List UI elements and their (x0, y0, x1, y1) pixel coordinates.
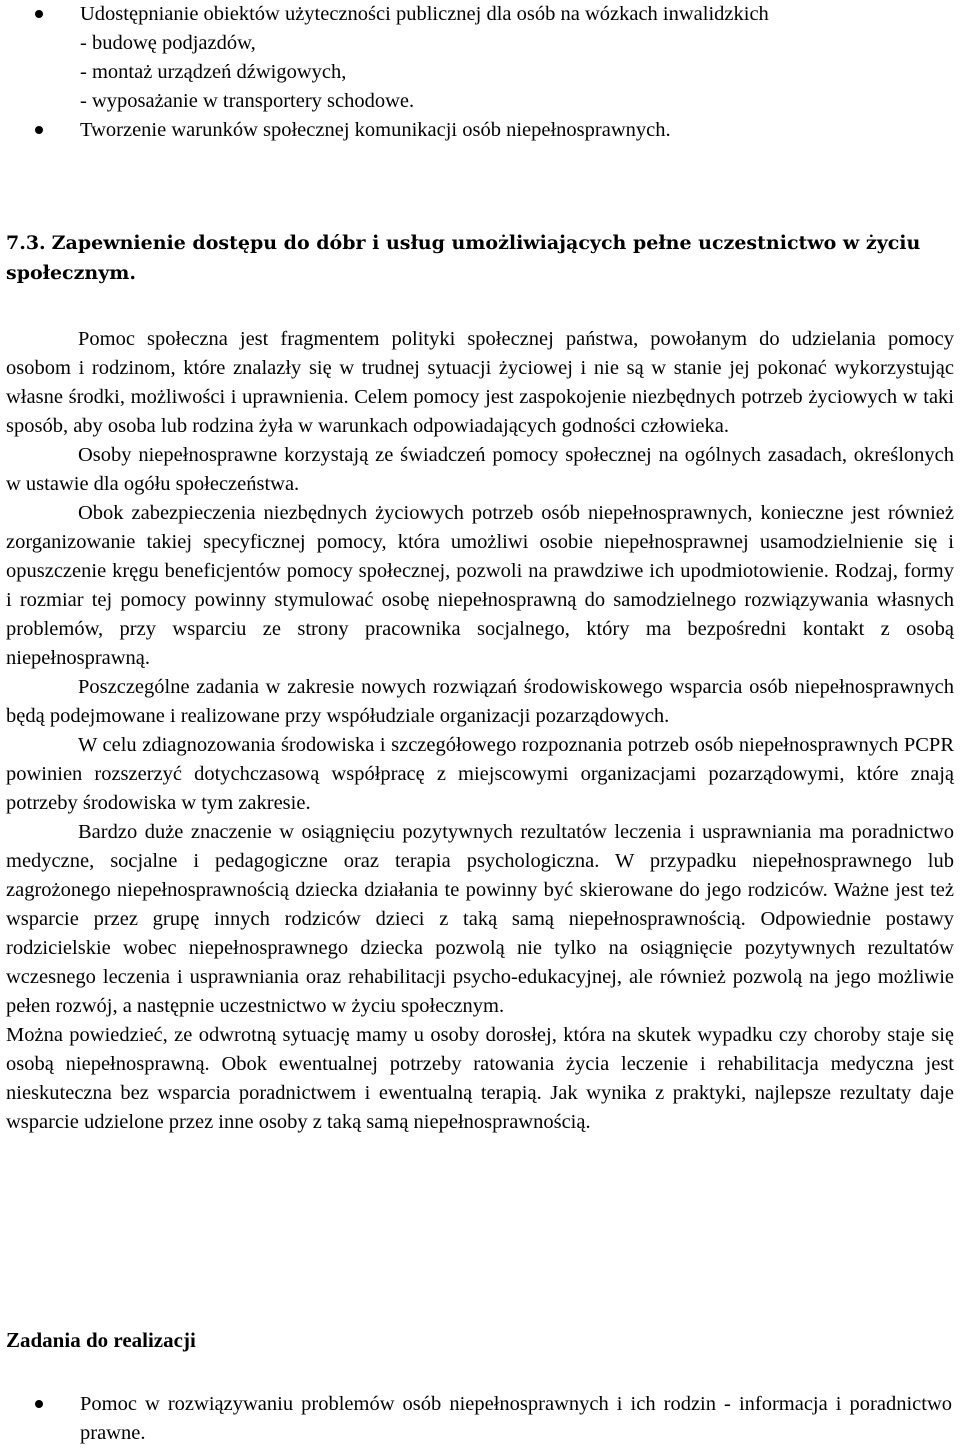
paragraph: Poszczególne zadania w zakresie nowych rozwiązań środowiskowego wsparcia osób niepełnosprawnych będą podejmowane i realizowane przy współudziale organizacji pozarządowych. (6, 676, 954, 727)
bullet-subline: - budowę podjazdów, (80, 32, 256, 54)
bottom-bullet-list (0, 1390, 960, 1448)
list-item (0, 0, 960, 116)
paragraph: Osoby niepełnosprawne korzystają ze świadczeń pomocy społecznej na ogólnych zasadach, określonych w ustawie dla ogółu społeczeństwa. (6, 444, 954, 495)
bullet-icon (35, 1400, 43, 1408)
bullet-text: Tworzenie warunków społecznej komunikacji osób niepełnosprawnych. (80, 119, 671, 141)
section-title: Zapewnienie dostępu do dóbr i usług umożliwiających pełne uczestnictwo w życiu (51, 232, 921, 254)
list-item (0, 116, 960, 145)
paragraph: Można powiedzieć, ze odwrotną sytuację mamy u osoby dorosłej, która na skutek wypadku czy choroby staje się osobą niepełnosprawną. Obok ewentualnej potrzeby ratowania życia leczenie i rehabilitacja medyczna jest nieskuteczna bez wsparcia poradnictwem i ewentualną terapią. Jak wynika z praktyki, najlepsze rezultaty daje wsparcie udzielone przez inne osoby z taką samą niepełnosprawnością. (6, 1024, 954, 1133)
paragraph: W celu zdiagnozowania środowiska i szczegółowego rozpoznania potrzeb osób niepełnosprawnych PCPR powinien rozszerzyć dotychczasową współpracę z miejscowymi organizacjami pozarządowymi, które znają potrzeby środowiska w tym zakresie. (6, 734, 954, 814)
bullet-text: Pomoc w rozwiązywaniu problemów osób niepełnosprawnych i ich rodzin - informacja i poradnictwo prawne. (80, 1393, 952, 1444)
section-heading (6, 228, 954, 288)
body-text (6, 325, 954, 1137)
list-item (0, 1390, 960, 1448)
paragraph: Pomoc społeczna jest fragmentem polityki społecznej państwa, powołanym do udzielania pomocy osobom i rodzinom, które znalazły się w trudnej sytuacji życiowej i nie są w stanie jej pokonać wykorzystując własne środki, możliwości i uprawnienia. Celem pomocy jest zaspokojenie niezbędnych potrzeb życiowych w taki sposób, aby osoba lub rodzina żyła w warunkach odpowiadających godności człowieka. (6, 328, 954, 437)
section-number: 7.3. (6, 232, 46, 254)
paragraph: Bardzo duże znaczenie w osiągnięciu pozytywnych rezultatów leczenia i usprawniania ma poradnictwo medyczne, socjalne i pedagogiczne oraz terapia psychologiczna. W przypadku niepełnosprawnego lub zagrożonego niepełnosprawnością dziecka działania te powinny być skierowane do jego rodziców. Ważne jest też wsparcie przez grupę innych rodziców dzieci z taką samą niepełnosprawnością. Odpowiednie postawy rodzicielskie wobec niepełnosprawnego dziecka pozwolą nie tylko na osiągnięcie pozytywnych rezultatów wczesnego leczenia i usprawniania oraz rehabilitacji psycho-edukacyjnej, ale również pozwolą na jego możliwie pełen rozwój, a następnie uczestnictwo w życiu społecznym. (6, 821, 954, 1017)
tasks-heading: Zadania do realizacji (6, 1328, 196, 1352)
bullet-text: Udostępnianie obiektów użyteczności publicznej dla osób na wózkach inwalidzkich (80, 3, 769, 25)
bullet-icon (35, 10, 43, 18)
top-bullet-list (0, 0, 960, 145)
bullet-icon (35, 126, 43, 134)
bullet-subline: - wyposażanie w transportery schodowe. (80, 90, 415, 112)
section-title-continuation: społecznym. (6, 262, 136, 284)
paragraph: Obok zabezpieczenia niezbędnych życiowych potrzeb osób niepełnosprawnych, konieczne jest również zorganizowanie takiej specyficznej pomocy, która umożliwi osobie niepełnosprawnej usamodzielnienie się i opuszczenie kręgu beneficjentów pomocy społecznej, pozwoli na prawdziwe ich upodmiotowienie. Rodzaj, formy i rozmiar tej pomocy powinny stymulować osobę niepełnosprawną do samodzielnego rozwiązywania własnych problemów, przy wsparciu ze strony pracownika socjalnego, który ma bezpośredni kontakt z osobą niepełnosprawną. (6, 502, 954, 669)
bullet-subline: - montaż urządzeń dźwigowych, (80, 61, 347, 83)
